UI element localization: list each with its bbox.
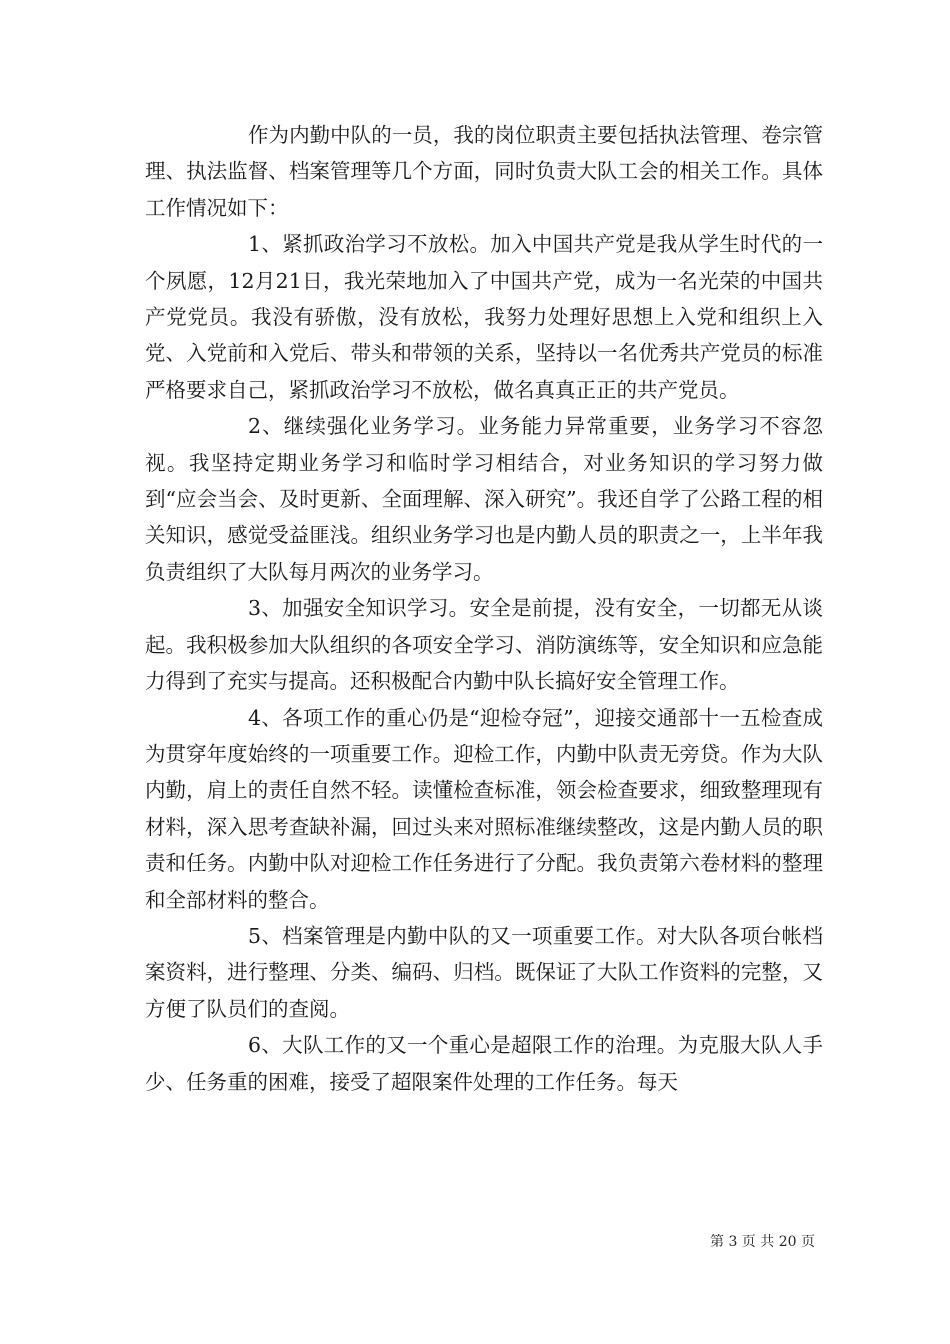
- paragraph-item-1: 1、紧抓政治学习不放松。加入中国共产党是我从学生时代的一个夙愿，12月21日，我光荣地加入了中国共产党，成为一名光荣的中国共产党党员。我没有骄傲，没有放松，我努力处理好思想上入党和组织上入党、入党前和入党后、带头和带领的关系，坚持以一名优秀共产党员的标准严格要求自己，紧抓政治学习不放松，做名真真正正的共产党员。: [145, 232, 823, 402]
- paragraph-item-5: 5、档案管理是内勤中队的又一项重要工作。对大队各项台帐档案资料，进行整理、分类、编码、归档。既保证了大队工作资料的完整，又方便了队员们的查阅。: [145, 923, 823, 1021]
- paragraph-item-6: 6、大队工作的又一个重心是超限工作的治理。为克服大队人手少、任务重的困难，接受了超限案件处理的工作任务。每天: [145, 1033, 823, 1094]
- page-number: 第 3 页 共 20 页: [710, 1234, 815, 1250]
- paragraph-item-3: 3、加强安全知识学习。安全是前提，没有安全，一切都无从谈起。我积极参加大队组织的各项安全学习、消防演练等，安全知识和应急能力得到了充实与提高。还积极配合内勤中队长搞好安全管理工作。: [145, 596, 823, 694]
- document-body: [145, 117, 823, 1100]
- paragraph-item-4: 4、各项工作的重心仍是“迎检夺冠”，迎接交通部十一五检查成为贯穿年度始终的一项重要工作。迎检工作，内勤中队责无旁贷。作为大队内勤，肩上的责任自然不轻。读懂检查标准，领会检查要求，细致整理现有材料，深入思考查缺补漏，回过头来对照标准继续整改，这是内勤人员的职责和任务。内勤中队对迎检工作任务进行了分配。我负责第六卷材料的整理和全部材料的整合。: [145, 705, 823, 912]
- paragraph-intro: 作为内勤中队的一员，我的岗位职责主要包括执法管理、卷宗管理、执法监督、档案管理等几个方面，同时负责大队工会的相关工作。具体工作情况如下：: [145, 123, 823, 220]
- paragraph-item-2: 2、继续强化业务学习。业务能力异常重要，业务学习不容忽视。我坚持定期业务学习和临时学习相结合，对业务知识的学习努力做到“应会当会、及时更新、全面理解、深入研究”。我还自学了公路工程的相关知识，感觉受益匪浅。组织业务学习也是内勤人员的职责之一，上半年我负责组织了大队每月两次的业务学习。: [145, 414, 823, 584]
